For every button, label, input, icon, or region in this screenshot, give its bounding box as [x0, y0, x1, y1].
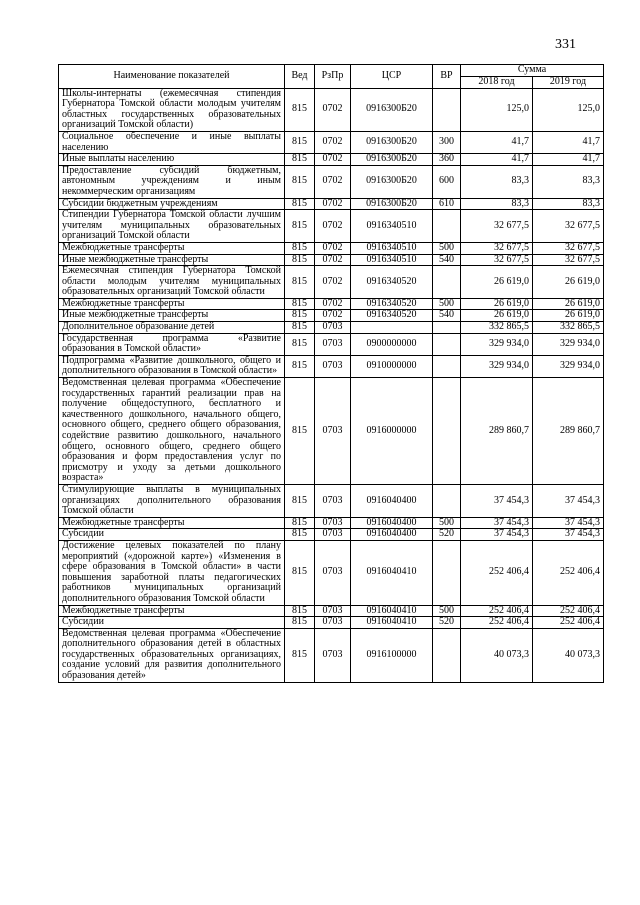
cell-2018: 252 406,4 [461, 617, 533, 629]
cell-csr: 0916300Б20 [351, 131, 433, 153]
cell-2019: 252 406,4 [533, 540, 604, 605]
cell-2018: 32 677,5 [461, 254, 533, 266]
cell-2018: 37 454,3 [461, 529, 533, 541]
cell-ved: 815 [285, 254, 315, 266]
cell-ved: 815 [285, 266, 315, 299]
cell-2019: 252 406,4 [533, 605, 604, 617]
cell-name: Иные межбюджетные трансферты [59, 310, 285, 322]
cell-2019: 37 454,3 [533, 484, 604, 517]
cell-vr: 610 [433, 198, 461, 210]
cell-name: Межбюджетные трансферты [59, 242, 285, 254]
table-row [59, 198, 604, 210]
cell-2019: 26 619,0 [533, 298, 604, 310]
cell-csr: 0910000000 [351, 355, 433, 377]
table-row [59, 165, 604, 198]
cell-2018: 41,7 [461, 131, 533, 153]
cell-vr: 500 [433, 517, 461, 529]
cell-2018: 83,3 [461, 198, 533, 210]
cell-name: Предоставление субсидий бюджетным, автономным учреждениям и иным некоммерческим организациям [59, 165, 285, 198]
table-row [59, 378, 604, 485]
cell-rzpr: 0703 [315, 628, 351, 682]
cell-ved: 815 [285, 605, 315, 617]
cell-2018: 329 934,0 [461, 355, 533, 377]
cell-ved: 815 [285, 242, 315, 254]
cell-2018: 37 454,3 [461, 517, 533, 529]
cell-csr: 0916040400 [351, 529, 433, 541]
cell-ved: 815 [285, 322, 315, 334]
cell-2018: 32 677,5 [461, 210, 533, 243]
cell-rzpr: 0702 [315, 310, 351, 322]
cell-2018: 329 934,0 [461, 333, 533, 355]
cell-rzpr: 0703 [315, 517, 351, 529]
cell-ved: 815 [285, 617, 315, 629]
cell-csr: 0916040410 [351, 617, 433, 629]
cell-ved: 815 [285, 210, 315, 243]
cell-2019: 26 619,0 [533, 266, 604, 299]
cell-2019: 83,3 [533, 165, 604, 198]
cell-ved: 815 [285, 517, 315, 529]
cell-vr [433, 333, 461, 355]
cell-csr: 0916040410 [351, 540, 433, 605]
cell-2018: 289 860,7 [461, 378, 533, 485]
cell-ved: 815 [285, 131, 315, 153]
cell-ved: 815 [285, 198, 315, 210]
cell-name: Межбюджетные трансферты [59, 298, 285, 310]
table-row [59, 355, 604, 377]
cell-name: Субсидии [59, 529, 285, 541]
table-row [59, 517, 604, 529]
cell-rzpr: 0703 [315, 605, 351, 617]
header-sum: Сумма [461, 65, 604, 77]
cell-vr: 500 [433, 242, 461, 254]
cell-name: Иные межбюджетные трансферты [59, 254, 285, 266]
table-row [59, 322, 604, 334]
cell-csr [351, 322, 433, 334]
cell-csr: 0916300Б20 [351, 165, 433, 198]
cell-name: Дополнительное образование детей [59, 322, 285, 334]
cell-csr: 0916340520 [351, 298, 433, 310]
cell-csr: 0916040410 [351, 605, 433, 617]
cell-2018: 26 619,0 [461, 310, 533, 322]
cell-csr: 0916340520 [351, 266, 433, 299]
cell-rzpr: 0702 [315, 254, 351, 266]
cell-ved: 815 [285, 165, 315, 198]
cell-name: Межбюджетные трансферты [59, 605, 285, 617]
table-row [59, 242, 604, 254]
cell-ved: 815 [285, 310, 315, 322]
cell-vr [433, 355, 461, 377]
cell-2018: 252 406,4 [461, 540, 533, 605]
cell-csr: 0916000000 [351, 378, 433, 485]
cell-2018: 26 619,0 [461, 266, 533, 299]
table-row [59, 529, 604, 541]
cell-csr: 0916100000 [351, 628, 433, 682]
header-rzpr: РзПр [315, 65, 351, 89]
cell-vr [433, 88, 461, 131]
cell-rzpr: 0702 [315, 266, 351, 299]
cell-2019: 41,7 [533, 154, 604, 166]
cell-vr: 520 [433, 617, 461, 629]
cell-csr: 0916340510 [351, 210, 433, 243]
cell-2019: 125,0 [533, 88, 604, 131]
budget-table [58, 64, 604, 683]
table-body [59, 88, 604, 682]
cell-csr: 0916340520 [351, 310, 433, 322]
cell-csr: 0916040400 [351, 484, 433, 517]
cell-rzpr: 0703 [315, 484, 351, 517]
cell-rzpr: 0703 [315, 617, 351, 629]
cell-csr: 0916040400 [351, 517, 433, 529]
header-ved: Вед [285, 65, 315, 89]
cell-name: Субсидии [59, 617, 285, 629]
cell-name: Государственная программа «Развитие образования в Томской области» [59, 333, 285, 355]
cell-vr [433, 210, 461, 243]
cell-rzpr: 0702 [315, 165, 351, 198]
table-row [59, 266, 604, 299]
cell-name: Подпрограмма «Развитие дошкольного, общего и дополнительного образования в Томской области» [59, 355, 285, 377]
cell-2019: 32 677,5 [533, 254, 604, 266]
cell-name: Ежемесячная стипендия Губернатора Томской области молодым учителям муниципальных образовательных организаций Томской области [59, 266, 285, 299]
cell-rzpr: 0703 [315, 378, 351, 485]
cell-2018: 332 865,5 [461, 322, 533, 334]
table-row [59, 628, 604, 682]
cell-name: Межбюджетные трансферты [59, 517, 285, 529]
cell-2019: 37 454,3 [533, 517, 604, 529]
cell-name: Ведомственная целевая программа «Обеспечение дополнительного образования детей в областных государственных образовательных организациях, создание условий для развития дополнительного образования детей» [59, 628, 285, 682]
table-row [59, 540, 604, 605]
cell-vr [433, 484, 461, 517]
header-csr: ЦСР [351, 65, 433, 89]
cell-2018: 37 454,3 [461, 484, 533, 517]
cell-ved: 815 [285, 484, 315, 517]
cell-2019: 32 677,5 [533, 242, 604, 254]
cell-name: Ведомственная целевая программа «Обеспечение государственных гарантий реализации прав на получение общедоступного, бесплатного и качественного дошкольного, начального общего, основного общего, среднего общего образования, содействие развитию дошкольного, начального общего, основного общего, среднего общего образования и форм предоставления услуг по присмотру и уходу за детьми дошкольного возраста» [59, 378, 285, 485]
cell-2019: 83,3 [533, 198, 604, 210]
cell-csr: 0916300Б20 [351, 88, 433, 131]
cell-rzpr: 0703 [315, 540, 351, 605]
cell-vr [433, 628, 461, 682]
table-row [59, 154, 604, 166]
table-row [59, 605, 604, 617]
cell-name: Социальное обеспечение и иные выплаты населению [59, 131, 285, 153]
cell-rzpr: 0702 [315, 210, 351, 243]
cell-vr: 520 [433, 529, 461, 541]
cell-rzpr: 0702 [315, 198, 351, 210]
cell-ved: 815 [285, 154, 315, 166]
header-name: Наименование показателей [59, 65, 285, 89]
cell-2018: 41,7 [461, 154, 533, 166]
cell-rzpr: 0702 [315, 88, 351, 131]
cell-ved: 815 [285, 540, 315, 605]
cell-csr: 0916340510 [351, 242, 433, 254]
cell-vr [433, 266, 461, 299]
cell-vr: 360 [433, 154, 461, 166]
cell-rzpr: 0702 [315, 131, 351, 153]
cell-csr: 0916300Б20 [351, 154, 433, 166]
cell-ved: 815 [285, 355, 315, 377]
cell-2019: 329 934,0 [533, 355, 604, 377]
cell-rzpr: 0702 [315, 154, 351, 166]
cell-name: Стимулирующие выплаты в муниципальных организациях дополнительного образования Томской области [59, 484, 285, 517]
cell-2019: 252 406,4 [533, 617, 604, 629]
cell-2019: 32 677,5 [533, 210, 604, 243]
cell-rzpr: 0702 [315, 242, 351, 254]
cell-2018: 32 677,5 [461, 242, 533, 254]
cell-ved: 815 [285, 378, 315, 485]
table-row [59, 131, 604, 153]
cell-csr: 0916300Б20 [351, 198, 433, 210]
cell-name: Иные выплаты населению [59, 154, 285, 166]
cell-2019: 41,7 [533, 131, 604, 153]
cell-2018: 40 073,3 [461, 628, 533, 682]
cell-name: Достижение целевых показателей по плану мероприятий («дорожной карте») «Изменения в сфере образования в Томской области» в части повышения заработной платы педагогических работников муниципальных организаций дополнительного образования Томской области [59, 540, 285, 605]
table-row [59, 310, 604, 322]
cell-2018: 83,3 [461, 165, 533, 198]
table-row [59, 617, 604, 629]
table-row [59, 484, 604, 517]
cell-vr [433, 540, 461, 605]
cell-2018: 252 406,4 [461, 605, 533, 617]
cell-vr: 600 [433, 165, 461, 198]
cell-name: Субсидии бюджетным учреждениям [59, 198, 285, 210]
table-row [59, 210, 604, 243]
cell-rzpr: 0703 [315, 355, 351, 377]
cell-rzpr: 0703 [315, 322, 351, 334]
cell-2019: 332 865,5 [533, 322, 604, 334]
cell-csr: 0916340510 [351, 254, 433, 266]
cell-2019: 26 619,0 [533, 310, 604, 322]
cell-vr: 540 [433, 254, 461, 266]
cell-vr [433, 378, 461, 485]
cell-name: Стипендии Губернатора Томской области лучшим учителям муниципальных образовательных организаций Томской области [59, 210, 285, 243]
cell-2019: 40 073,3 [533, 628, 604, 682]
cell-rzpr: 0703 [315, 333, 351, 355]
header-vr: ВР [433, 65, 461, 89]
cell-ved: 815 [285, 628, 315, 682]
cell-2018: 125,0 [461, 88, 533, 131]
table-row [59, 333, 604, 355]
cell-vr: 540 [433, 310, 461, 322]
cell-name: Школы-интернаты (ежемесячная стипендия Губернатора Томской области молодым учителям областных государственных образовательных организаций Томской области) [59, 88, 285, 131]
cell-ved: 815 [285, 529, 315, 541]
cell-2018: 26 619,0 [461, 298, 533, 310]
table-row [59, 298, 604, 310]
header-2018: 2018 год [461, 77, 533, 89]
cell-ved: 815 [285, 333, 315, 355]
cell-2019: 329 934,0 [533, 333, 604, 355]
cell-vr [433, 322, 461, 334]
header-2019: 2019 год [533, 77, 604, 89]
table-row [59, 88, 604, 131]
cell-vr: 500 [433, 298, 461, 310]
cell-2019: 37 454,3 [533, 529, 604, 541]
cell-vr: 500 [433, 605, 461, 617]
cell-ved: 815 [285, 298, 315, 310]
cell-ved: 815 [285, 88, 315, 131]
cell-rzpr: 0702 [315, 298, 351, 310]
page-number: 331 [555, 37, 576, 52]
cell-rzpr: 0703 [315, 529, 351, 541]
cell-2019: 289 860,7 [533, 378, 604, 485]
cell-csr: 0900000000 [351, 333, 433, 355]
table-row [59, 254, 604, 266]
cell-vr: 300 [433, 131, 461, 153]
